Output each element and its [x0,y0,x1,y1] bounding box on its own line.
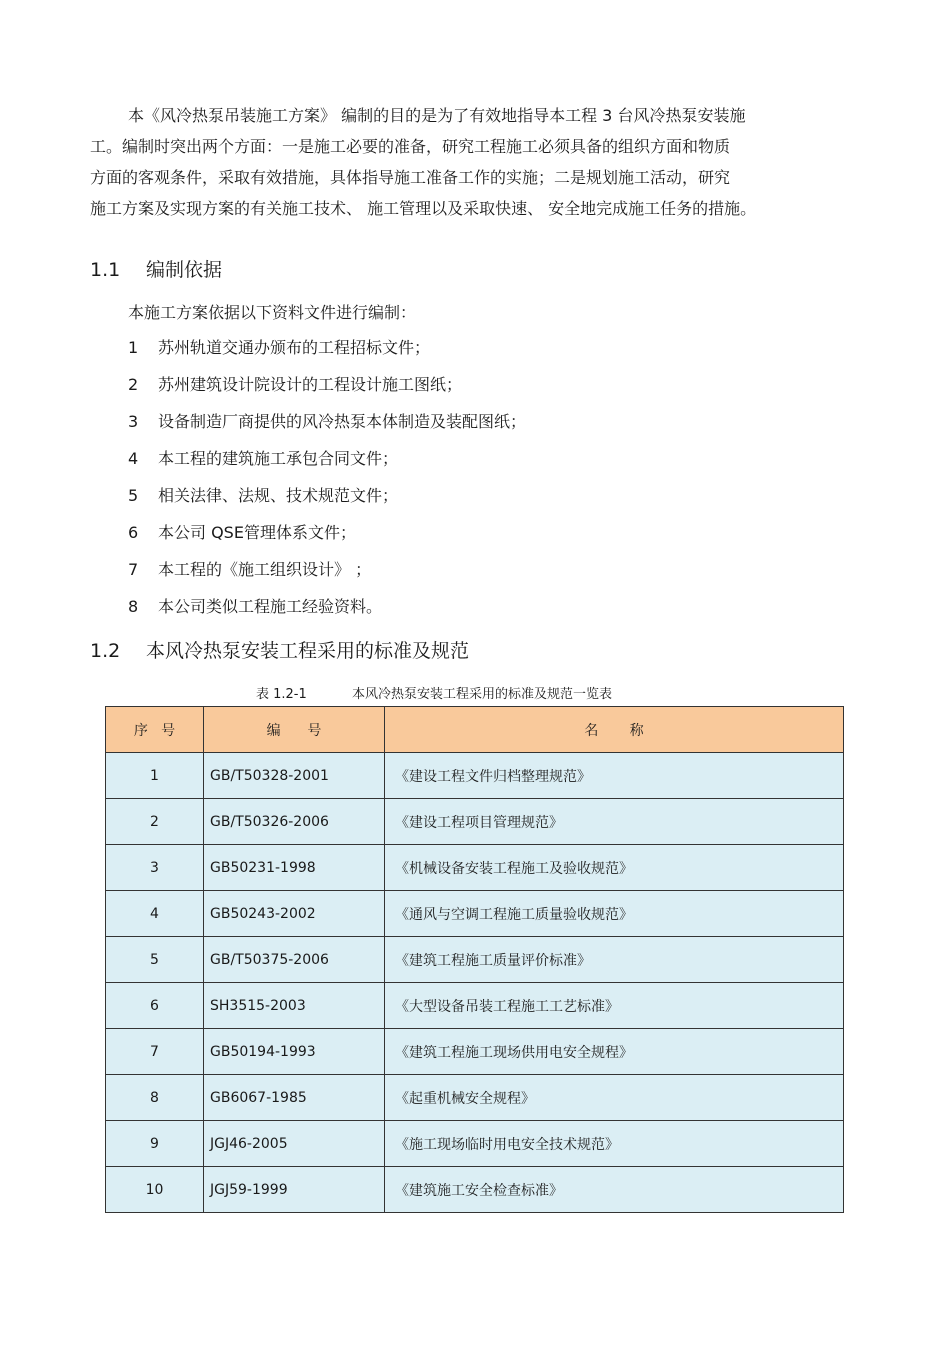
section-heading-1-2 [90,636,469,663]
list-item: 3 设备制造厂商提供的风冷热泵本体制造及装配图纸； [128,412,527,431]
table-caption [256,683,612,702]
section-number: 1.2 [90,640,121,662]
column-header-code: 编 号 [204,707,385,753]
column-header-index: 序 号 [106,707,204,753]
table-row: 3 GB50231-1998 《机械设备安装工程施工及验收规范》 [106,845,844,891]
intro-paragraph [90,100,850,224]
list-item: 4 本工程的建筑施工承包合同文件； [128,449,399,468]
table-caption-title: 本风冷热泵安装工程采用的标准及规范一览表 [352,687,613,702]
intro-line: 施工方案及实现方案的有关施工技术、 施工管理以及采取快速、 安全地完成施工任务的措施。 [90,199,757,218]
table-caption-number: 表 1.2-1 [256,687,307,702]
table-row: 1 GB/T50328-2001 《建设工程文件归档整理规范》 [106,753,844,799]
list-item: 1 苏州轨道交通办颁布的工程招标文件； [128,338,431,357]
table-row: 6 SH3515-2003 《大型设备吊装工程施工工艺标准》 [106,983,844,1029]
basis-lead-text: 本施工方案依据以下资料文件进行编制： [128,303,417,322]
table-header-row [106,707,844,753]
section-number: 1.1 [90,259,121,281]
table-row: 5 GB/T50375-2006 《建筑工程施工质量评价标准》 [106,937,844,983]
section-title: 编制依据 [146,259,223,281]
standards-table [105,706,844,1213]
table-row: 9 JGJ46-2005 《施工现场临时用电安全技术规范》 [106,1121,844,1167]
table-row: 8 GB6067-1985 《起重机械安全规程》 [106,1075,844,1121]
list-item: 8 本公司类似工程施工经验资料。 [128,597,383,616]
table-row: 7 GB50194-1993 《建筑工程施工现场供用电安全规程》 [106,1029,844,1075]
table-row: 2 GB/T50326-2006 《建设工程项目管理规范》 [106,799,844,845]
list-item: 7 本工程的《施工组织设计》 ； [128,560,372,579]
table-row: 4 GB50243-2002 《通风与空调工程施工质量验收规范》 [106,891,844,937]
section-heading-1-1 [90,255,222,282]
table-row: 10 JGJ59-1999 《建筑施工安全检查标准》 [106,1167,844,1213]
intro-line: 方面的客观条件，采取有效措施，具体指导施工准备工作的实施；二是规划施工活动，研究 [90,168,731,187]
basis-list [128,336,526,632]
intro-line: 本《风冷热泵吊装施工方案》 编制的目的是为了有效地指导本工程 3 台风冷热泵安装施 [128,106,746,125]
section-title: 本风冷热泵安装工程采用的标准及规范 [146,640,470,662]
list-item: 2 苏州建筑设计院设计的工程设计施工图纸； [128,375,463,394]
list-item: 6 本公司 QSE管理体系文件； [128,523,356,542]
intro-line: 工。编制时突出两个方面：一是施工必要的准备，研究工程施工必须具备的组织方面和物质 [90,137,731,156]
column-header-name: 名 称 [385,707,844,753]
list-item: 5 相关法律、法规、技术规范文件； [128,486,399,505]
